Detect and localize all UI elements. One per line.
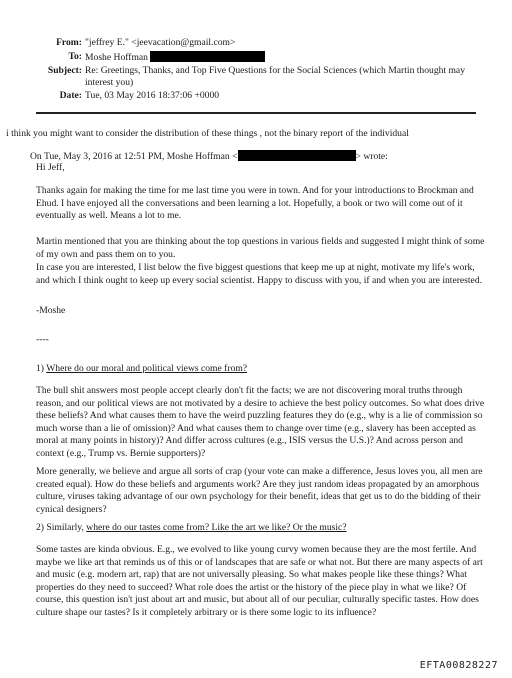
- to-label: To:: [68, 51, 82, 62]
- redaction-block-email: [238, 150, 356, 161]
- greeting: Hi Jeff,: [36, 162, 65, 173]
- from-value: "jeffrey E." <jeevacation@gmail.com>: [85, 37, 236, 48]
- date-label: Date:: [59, 90, 82, 101]
- question-1: [36, 363, 486, 376]
- paragraph-2: Martin mentioned that you are thinking about the top questions in various fields and suggested I might think of some of my own and pass them on to you.: [36, 236, 485, 260]
- date-value: Tue, 03 May 2016 18:37:06 +0000: [85, 90, 220, 101]
- redaction-block: [150, 51, 265, 62]
- header-divider: [36, 112, 476, 114]
- reply-text: i think you might want to consider the distribution of these things , not the binary report of the individual: [6, 128, 409, 139]
- quote-intro-prefix: On Tue, May 3, 2016 at 12:51 PM, Moshe Hoffman <: [30, 151, 238, 162]
- question-2-title: where do our tastes come from? Like the art we like? Or the music?: [86, 522, 347, 533]
- subject-line-1: Re: Greetings, Thanks, and Top Five Questions for the Social Sciences (which Martin thought may: [85, 65, 465, 76]
- paragraph-4: The bull shit answers most people accept clearly don't fit the facts; we are not discovering moral truths through reason, and our political views are not motivated by a desire to achieve the best policy outcomes. So what does drive these beliefs? And what causes them to have the weird puzzling features they do (e.g., why is a lie of commission so much worse than a lie of omission)? And what causes them to change over time (e.g., slavery has been accepted as moral at many points in history)? And differ across cultures (e.g., ISIS versus the U.S.)? And across person and context (e.g., Trump vs. Bernie supporters)?: [36, 385, 485, 459]
- question-1-prefix: 1): [36, 363, 47, 374]
- paragraph-5: More generally, we believe and argue all sorts of crap (your vote can make a difference, Jesus loves you, all men are created equal). How do these beliefs and arguments work? Are they just random ideas propagated by an amorphous culture, viruses taking advantage of our own psychology for their benefit, ideas that get us to do the bidding of their cynical designers?: [36, 466, 483, 515]
- paragraph-6: Some tastes are kinda obvious. E.g., we evolved to like young curvy women because they are the most fertile. And maybe we like art that reminds us of this or of landscapes that are safe or what not. But there are many aspects of art and music (e.g. modern art, rap) that are not universally pleasing. So what makes people like these things? What properties do they need to succeed? What role does the artist or the history of the piece play in what we like? Of course, this question isn't just about art and music, but about all of our peculiar, culturally specific tastes. How does culture shape our tastes? Is it completely arbitrary or is there some logic to its influence?: [36, 544, 483, 618]
- paragraph-3: In case you are interested, I list below the five biggest questions that keep me up at night, motivate my life's work, and which I think ought to keep up every social scientist. Happy to discuss with you, if and when you are interested.: [36, 262, 483, 286]
- to-value: [85, 51, 265, 64]
- signoff: -Moshe: [36, 305, 66, 316]
- from-label: From:: [56, 37, 82, 48]
- subject-line-2: interest you): [85, 77, 134, 88]
- to-name: Moshe Hoffman: [85, 52, 148, 63]
- quote-intro-suffix: > wrote:: [355, 151, 388, 162]
- subject-label: Subject:: [47, 65, 82, 76]
- question-2: [36, 522, 486, 535]
- separator: ----: [36, 334, 49, 345]
- question-2-prefix: 2) Similarly,: [36, 522, 87, 533]
- paragraph-1: Thanks again for making the time for me last time you were in town. And for your introductions to Brockman and Ehud. I have enjoyed all the conversations and been learning a lot. Hopefully, a book or two will come out of it eventually as well. Means a lot to me.: [36, 185, 474, 222]
- question-1-title: Where do our moral and political views come from?: [46, 363, 248, 374]
- document-id: EFTA00828227: [419, 660, 498, 671]
